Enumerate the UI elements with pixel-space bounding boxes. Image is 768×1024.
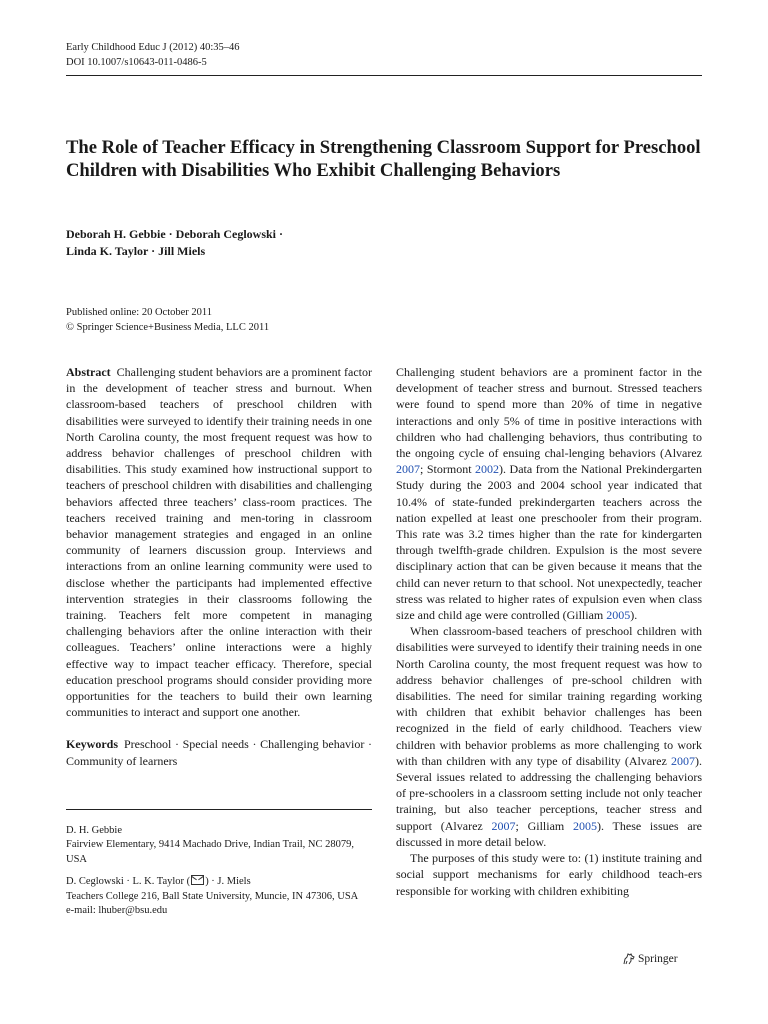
body-paragraph-1 [396,364,702,623]
publisher-mark [622,952,678,966]
body-text: ). Several issues related to addressing the challenging behaviors of pre-schoolers in a classroom setting include not only teacher training, but also teacher perceptions, teacher stress and support (Alvarez [396,753,702,833]
publisher-name: Springer [638,953,678,965]
citation-link[interactable]: 2007 [671,753,695,768]
author-list [66,226,283,260]
affiliation-2-address: Teachers College 216, Ball State University, Muncie, IN 47306, USA [66,890,359,902]
body-column [396,364,702,899]
body-text: ; Stormont [420,462,476,477]
doi[interactable]: DOI 10.1007/s10643-011-0486-5 [66,57,207,68]
affiliation-2 [66,875,372,918]
keywords-text: Preschool · Special needs · Challenging behavior · Community of learners [66,737,372,768]
body-text: ; Gilliam [515,818,573,833]
body-text: ). [630,608,638,623]
copyright-notice: © Springer Science+Business Media, LLC 2011 [66,322,270,333]
author-line-2: Linda K. Taylor · Jill Miels [66,244,206,258]
springer-horse-icon [622,953,635,965]
affiliation-1-name: D. H. Gebbie [66,825,122,836]
citation-link[interactable]: 2007 [491,818,516,833]
body-text: When classroom-based teachers of preschool children with disabilities were surveyed to identify their training needs in one North Carolina county, the most frequent request was how to address behavior challenges of pre-school children with disabilities. The need for similar training regarding working with children that exhibit behavior challenges has been recognized in the field of early childhood. Teachers view children with behavior problems as more challenging to work with than children with any type of disability (Alvarez [396,624,702,768]
footnote-rule [66,809,372,810]
abstract-paragraph [66,364,372,720]
citation-link[interactable]: 2005 [606,608,631,623]
envelope-icon[interactable] [191,875,204,885]
citation-link[interactable]: 2002 [475,462,500,477]
abstract-label: Abstract [66,365,111,379]
running-header [66,40,240,70]
body-text: ). These issues are discussed in more detail below. [396,818,703,849]
keywords-paragraph [66,736,372,768]
affiliation-2-names-a: D. Ceglowski · L. K. Taylor ( [66,876,191,888]
abstract-section [66,364,372,769]
paper-title: The Role of Teacher Efficacy in Strengthening Classroom Support for Preschool Children with Disabilities Who Exhibit Challenging Behaviors [66,137,701,181]
corresponding-email[interactable]: e-mail: lhuber@bsu.edu [66,905,168,917]
header-rule [66,75,702,76]
body-paragraph-2 [396,623,702,850]
publication-info [66,305,269,335]
affiliation-1-address: Fairview Elementary, 9414 Machado Drive, Indian Trail, NC 28079, USA [66,839,355,865]
journal-citation: Early Childhood Educ J (2012) 40:35–46 [66,42,240,53]
affiliation-1 [66,824,372,867]
body-paragraph-3: The purposes of this study were to: (1) institute training and social support mechanisms for early childhood teach-ers responsible for working with children exhibiting [396,851,702,898]
author-line-1: Deborah H. Gebbie · Deborah Ceglowski · [66,227,284,241]
keywords-label: Keywords [66,737,118,752]
body-text: Challenging student behaviors are a prominent factor in the development of teacher stress and burnout. Stressed teachers were found to spend more than 20% of time in negative interactions and only 5% of time in positive interactions with children who had challenging behaviors, thus contributing to the ongoing cycle of ensuing chal-lenging behaviors (Alvarez [396,365,702,461]
affiliations [66,824,372,926]
affiliation-2-names-b: ) · J. Miels [205,876,251,888]
body-text: ). Data from the National Prekindergarten Study during the 2003 and 2004 school year indicated that 10.4% of state-funded prekindergarten teachers across the nation expelled at least one preschooler from their program. This rate was 3.2 times higher than the rate for kindergarten through twelfth-grade children. Expulsion is the most severe disciplinary action that can be given because it means that the child can never return to that school. Not unexpectedly, teacher stress was related to higher rates of expulsion even when class size and child age were controlled (Gilliam [396,462,702,623]
abstract-text: Challenging student behaviors are a prominent factor in the development of teacher stress and burnout. When classroom-based teachers of preschool children with disabilities were surveyed to identify their training needs in one North Carolina county, the most frequent request was how to address behavior challenges of preschool children with disabilities. This study examined how instructional support to teachers of preschool children with disabilities and challenging behaviors affected three teachers’ class-room practices. The teachers received training and men-toring in classroom behavior management strategies and engaged in an online community of learners discussion group. Interviews and interactions from an online learning community were used to disclose whether the participants had implemented effective intervention strategies in their classrooms following the training. Teachers felt more competent in managing challenging behaviors after the online interaction with their colleagues. Teachers’ online interactions were a highly effective way to impact teacher efficacy. Therefore, special education preschool programs should consider providing more opportunities for the teachers to build their own learning communities to interact and support one another. [66,365,372,720]
published-date: Published online: 20 October 2011 [66,307,213,318]
citation-link[interactable]: 2007 [396,462,420,477]
citation-link[interactable]: 2005 [573,818,597,833]
